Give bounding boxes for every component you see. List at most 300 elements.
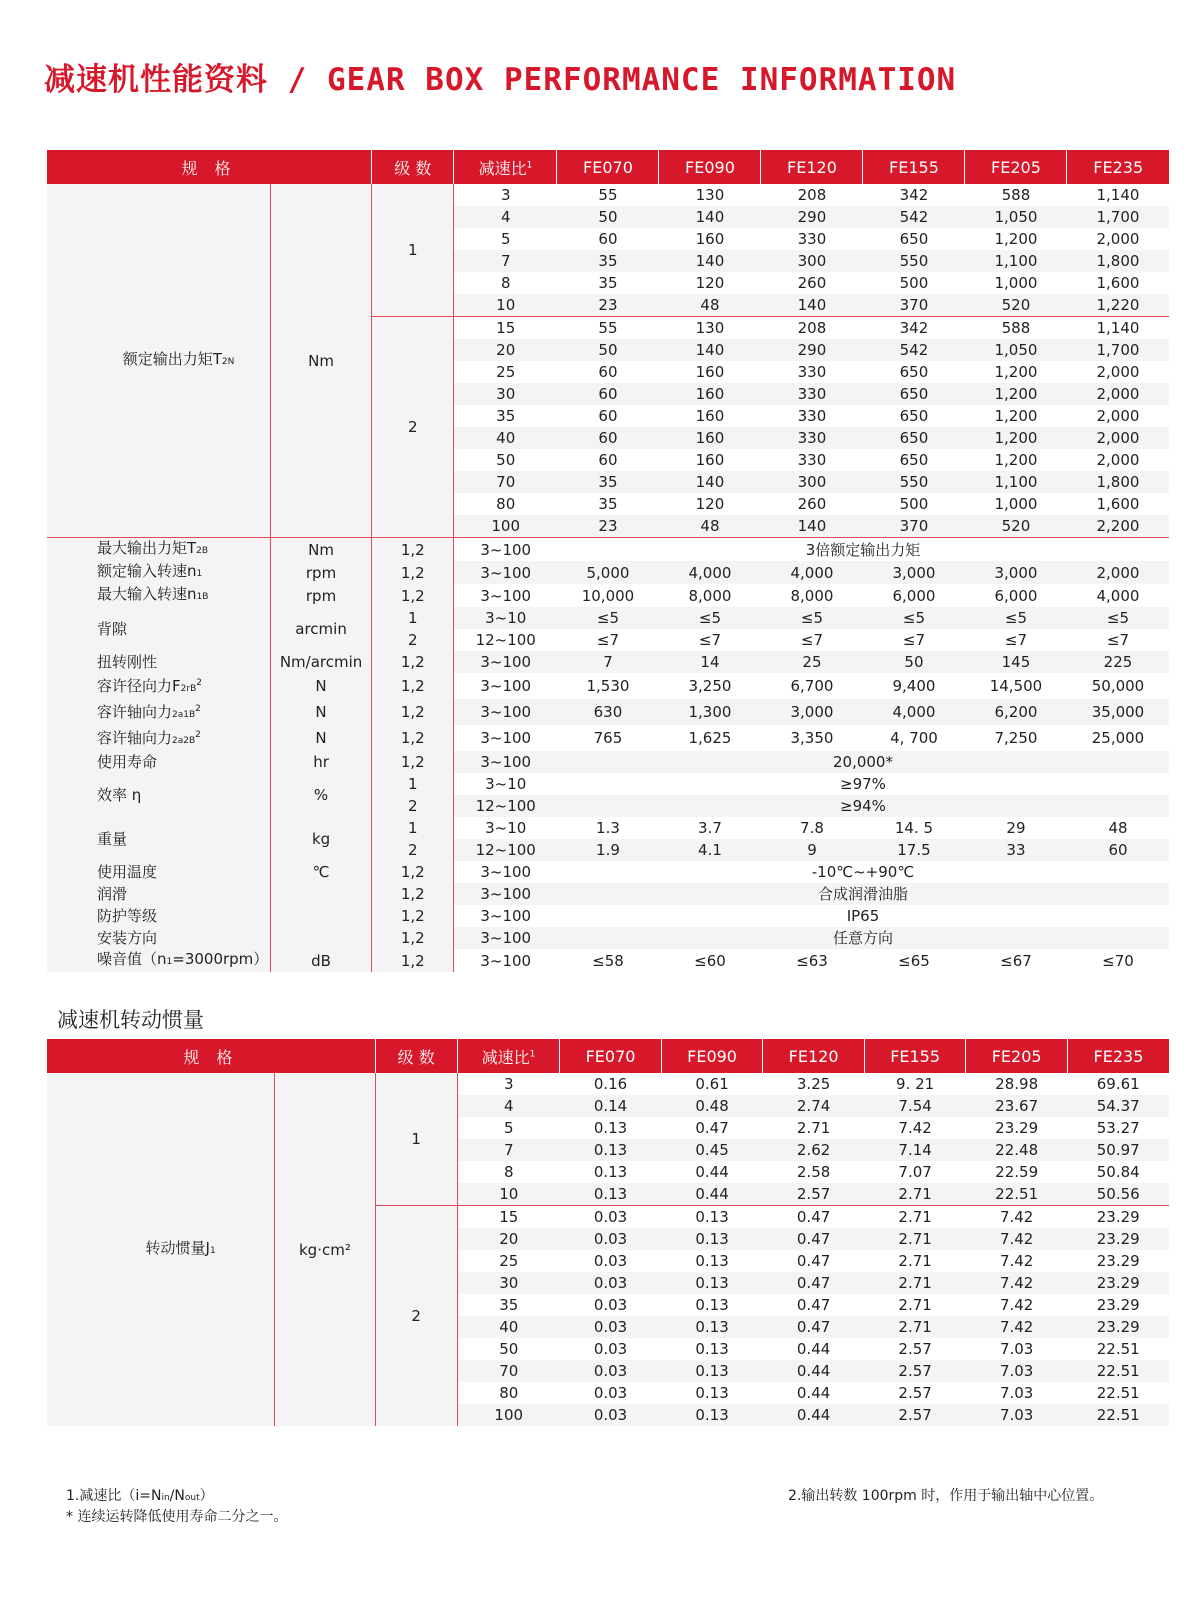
value-cell: 1,100 xyxy=(965,250,1067,272)
value-cell: 0.47 xyxy=(763,1316,865,1338)
value-cell: 120 xyxy=(695,495,725,513)
stage-cell: 1,2 xyxy=(372,584,454,607)
ratio-cell: 12~100 xyxy=(454,839,557,861)
value-cell: 7.03 xyxy=(999,1384,1034,1402)
value-cell: 0.13 xyxy=(695,1384,729,1402)
value-cell: 0.47 xyxy=(763,1272,865,1294)
value-cell: 1,000 xyxy=(994,274,1038,292)
value-cell: 23.29 xyxy=(1067,1272,1169,1294)
value-cell: ≤5 xyxy=(659,607,761,629)
spec-name xyxy=(47,725,271,751)
value-cell: 7.42 xyxy=(999,1252,1034,1270)
spec-name xyxy=(47,584,271,607)
value-cell: 370 xyxy=(863,515,965,538)
value-cell: 650 xyxy=(899,363,929,381)
value-cell: 0.48 xyxy=(661,1095,763,1117)
value-cell: 2,200 xyxy=(1067,515,1169,538)
stage-cell: 1,2 xyxy=(372,751,454,773)
ratio-cell: 20 xyxy=(454,339,557,361)
spec-unit: arcmin xyxy=(271,607,372,651)
table-row xyxy=(47,538,1169,562)
value-cell: 7.42 xyxy=(966,1316,1068,1338)
ratio-cell: 3~100 xyxy=(454,949,557,972)
spec-unit: Nm/arcmin xyxy=(271,651,372,673)
value-cell: 60 xyxy=(598,230,618,248)
span-value-cell: ≥94% xyxy=(557,795,1169,817)
table-row xyxy=(47,883,1169,905)
table-row xyxy=(47,561,1169,584)
value-cell: 35 xyxy=(598,274,618,292)
value-cell: 3,000 xyxy=(965,561,1067,584)
value-cell: 6,200 xyxy=(965,699,1067,725)
value-cell: 7.54 xyxy=(864,1095,966,1117)
header-model-fe205: FE205 xyxy=(966,1039,1068,1073)
value-cell: 1,700 xyxy=(1067,339,1169,361)
table-row xyxy=(47,817,1169,839)
value-cell: 7.03 xyxy=(999,1340,1034,1358)
value-cell: ≤5 xyxy=(761,607,863,629)
spec-unit: hr xyxy=(271,751,372,773)
table-row xyxy=(47,1073,1169,1095)
row-label: 背隙 xyxy=(97,620,128,638)
ratio-cell: 3~100 xyxy=(454,651,557,673)
ratio-cell: 4 xyxy=(457,1095,560,1117)
row-label: 最大输入转速n1B xyxy=(97,585,209,603)
value-cell: ≤7 xyxy=(1106,631,1130,649)
value-cell: 0.13 xyxy=(593,1119,628,1137)
value-cell: 23.29 xyxy=(1096,1252,1140,1270)
value-cell: 50.97 xyxy=(1067,1139,1169,1161)
spec-name xyxy=(47,538,271,562)
spec-name xyxy=(47,699,271,725)
value-cell: 140 xyxy=(659,339,761,361)
value-cell: 550 xyxy=(863,471,965,493)
header-stages: 级 数 xyxy=(372,150,454,184)
value-cell: 0.03 xyxy=(560,1206,662,1229)
value-cell: 17.5 xyxy=(863,839,965,861)
value-cell: 4.1 xyxy=(659,839,761,861)
value-cell: 3,250 xyxy=(688,677,732,695)
stage-cell: 1,2 xyxy=(372,905,454,927)
value-cell: 0.13 xyxy=(661,1316,763,1338)
value-cell: 53.27 xyxy=(1096,1119,1140,1137)
value-cell: 2,000 xyxy=(1096,407,1140,425)
row-label: 使用温度 xyxy=(97,863,158,881)
ratio-cell: 7 xyxy=(454,250,557,272)
value-cell: 60 xyxy=(598,451,618,469)
table-row xyxy=(47,905,1169,927)
value-cell: 60 xyxy=(557,427,659,449)
ratio-cell: 3~100 xyxy=(454,584,557,607)
span-value-cell: ≥97% xyxy=(840,775,886,793)
footnote-ratio: 1.减速比（i=Nin/Nout） xyxy=(66,1488,214,1504)
value-cell: 22.51 xyxy=(1096,1340,1140,1358)
spec-name xyxy=(47,861,271,883)
value-cell: 60 xyxy=(598,363,618,381)
value-cell: 7.42 xyxy=(966,1272,1068,1294)
ratio-cell: 3~100 xyxy=(454,905,557,927)
header-model-fe070: FE070 xyxy=(557,150,659,184)
value-cell: 342 xyxy=(899,186,929,204)
span-value-cell: 合成润滑油脂 xyxy=(557,883,1169,905)
value-cell: 1,700 xyxy=(1067,206,1169,228)
value-cell: 0.13 xyxy=(560,1139,662,1161)
value-cell: 550 xyxy=(863,250,965,272)
value-cell: 22.59 xyxy=(995,1163,1039,1181)
value-cell: 0.13 xyxy=(661,1206,763,1229)
value-cell: 1,200 xyxy=(994,407,1038,425)
header-model-fe120: FE120 xyxy=(763,1039,865,1073)
value-cell: 3.7 xyxy=(698,819,722,837)
value-cell: 50.56 xyxy=(1067,1183,1169,1206)
value-cell: 588 xyxy=(1001,186,1031,204)
value-cell: 35 xyxy=(598,495,618,513)
value-cell: 1,050 xyxy=(965,206,1067,228)
value-cell: 500 xyxy=(899,274,929,292)
value-cell: 342 xyxy=(863,317,965,340)
value-cell: ≤5 xyxy=(1067,607,1169,629)
value-cell: 7,250 xyxy=(994,729,1038,747)
value-cell: 290 xyxy=(761,339,863,361)
value-cell: 0.03 xyxy=(560,1404,662,1426)
ratio-cell: 10 xyxy=(457,1183,560,1206)
value-cell: 1,220 xyxy=(1067,294,1169,317)
spec-unit: rpm xyxy=(271,584,372,607)
value-cell: 22.51 xyxy=(1067,1404,1169,1426)
value-cell: 225 xyxy=(1067,651,1169,673)
table-row xyxy=(47,607,1169,629)
ratio-cell: 3 xyxy=(454,184,557,206)
value-cell: ≤7 xyxy=(698,631,722,649)
value-cell: 23.29 xyxy=(995,1119,1039,1137)
span-value-cell: 20,000* xyxy=(557,751,1169,773)
value-cell: 130 xyxy=(659,317,761,340)
spec-unit xyxy=(271,927,372,949)
value-cell: 160 xyxy=(659,383,761,405)
ratio-cell: 3~100 xyxy=(454,538,557,562)
value-cell: 7.42 xyxy=(999,1296,1034,1314)
value-cell: 1,530 xyxy=(586,677,630,695)
span-value-cell: 3倍额定输出力矩 xyxy=(557,538,1169,562)
value-cell: 7 xyxy=(557,651,659,673)
stage-cell: 1 xyxy=(372,607,454,629)
value-cell: 0.03 xyxy=(560,1360,662,1382)
value-cell: 160 xyxy=(695,363,725,381)
value-cell: 650 xyxy=(899,230,929,248)
header-model-fe070: FE070 xyxy=(560,1039,662,1073)
value-cell: 1,050 xyxy=(965,339,1067,361)
value-cell: 54.37 xyxy=(1067,1095,1169,1117)
header-model-fe155: FE155 xyxy=(863,150,965,184)
span-value-cell: IP65 xyxy=(846,907,880,925)
ratio-cell: 5 xyxy=(457,1117,560,1139)
value-cell: 0.44 xyxy=(796,1340,831,1358)
value-cell: 520 xyxy=(965,294,1067,317)
value-cell: 330 xyxy=(761,383,863,405)
spec-unit xyxy=(271,883,372,905)
value-cell: 48 xyxy=(659,515,761,538)
value-cell: 370 xyxy=(863,294,965,317)
value-cell: 7.42 xyxy=(898,1119,932,1137)
value-cell: 2,000 xyxy=(1096,230,1140,248)
ratio-cell: 50 xyxy=(454,449,557,471)
value-cell: 23 xyxy=(557,294,659,317)
inertia-section-title: 减速机转动惯量 xyxy=(57,1008,204,1032)
row-label: 最大输出力矩T2B xyxy=(97,539,209,557)
value-cell: 0.13 xyxy=(661,1228,763,1250)
ratio-cell: 5 xyxy=(454,228,557,250)
header-spec: 规 格 xyxy=(47,150,372,184)
spec-unit: ℃ xyxy=(271,861,372,883)
value-cell: 0.45 xyxy=(661,1139,763,1161)
value-cell: ≤65 xyxy=(898,951,930,970)
stage-cell: 1,2 xyxy=(372,561,454,584)
value-cell: 2.57 xyxy=(864,1404,966,1426)
ratio-cell: 3~100 xyxy=(454,673,557,699)
value-cell: 1,600 xyxy=(1096,274,1140,292)
ratio-cell: 30 xyxy=(454,383,557,405)
value-cell: 542 xyxy=(863,339,965,361)
value-cell: 6,000 xyxy=(994,586,1038,605)
page-title: 减速机性能资料 / GEAR BOX PERFORMANCE INFORMATION xyxy=(44,62,957,98)
value-cell: 1,200 xyxy=(965,427,1067,449)
value-cell: 9 xyxy=(761,839,863,861)
value-cell: 0.13 xyxy=(661,1360,763,1382)
value-cell: 140 xyxy=(659,206,761,228)
value-cell: 0.13 xyxy=(661,1272,763,1294)
spec-name xyxy=(47,905,271,927)
value-cell: 2.62 xyxy=(763,1139,865,1161)
ratio-cell: 4 xyxy=(454,206,557,228)
spec-name xyxy=(47,817,271,861)
header-model-fe205: FE205 xyxy=(965,150,1067,184)
value-cell: 14. 5 xyxy=(894,819,934,837)
value-cell: 1,200 xyxy=(965,383,1067,405)
ratio-cell: 40 xyxy=(454,427,557,449)
row-label: 容许径向力$F2rB^2$ xyxy=(97,677,202,695)
table-row xyxy=(47,584,1169,607)
ratio-cell: 100 xyxy=(454,515,557,538)
value-cell: 1,140 xyxy=(1067,317,1169,340)
spec-name xyxy=(47,651,271,673)
value-cell: 330 xyxy=(797,230,827,248)
footnotes-left xyxy=(66,1487,287,1527)
row-label: 使用寿命 xyxy=(97,753,158,771)
value-cell: 50 xyxy=(557,206,659,228)
value-cell: ≤7 xyxy=(596,631,620,649)
value-cell: ≤70 xyxy=(1102,951,1134,970)
inertia-table xyxy=(47,1039,1169,1426)
value-cell: 5,000 xyxy=(557,561,659,584)
stage-cell: 1,2 xyxy=(372,651,454,673)
value-cell: 0.44 xyxy=(796,1384,831,1402)
value-cell: 2.74 xyxy=(763,1095,865,1117)
value-cell: 650 xyxy=(863,383,965,405)
value-cell: 6,700 xyxy=(790,677,834,695)
stage-cell: 2 xyxy=(375,1206,457,1427)
ratio-cell: 15 xyxy=(457,1206,560,1229)
value-cell: 1,200 xyxy=(994,451,1038,469)
value-cell: 23.29 xyxy=(1067,1316,1169,1338)
spec-name xyxy=(47,607,271,651)
value-cell: 140 xyxy=(761,515,863,538)
ratio-cell: 80 xyxy=(454,493,557,515)
spec-unit: kg xyxy=(271,817,372,861)
value-cell: 2,000 xyxy=(1067,427,1169,449)
value-cell: 23.29 xyxy=(1067,1228,1169,1250)
value-cell: 29 xyxy=(1006,819,1026,837)
value-cell: 330 xyxy=(761,427,863,449)
header-ratio: 减速比$^1$ xyxy=(454,150,557,184)
ratio-cell: 80 xyxy=(457,1382,560,1404)
ratio-cell: 3~100 xyxy=(454,883,557,905)
value-cell: 4,000 xyxy=(1096,586,1140,605)
value-cell: 160 xyxy=(659,427,761,449)
value-cell: 22.51 xyxy=(1096,1384,1140,1402)
header-spec: 规 格 xyxy=(47,1039,375,1073)
value-cell: 0.13 xyxy=(593,1163,628,1181)
spec-name xyxy=(47,751,271,773)
value-cell: 50.84 xyxy=(1096,1163,1140,1181)
value-cell: 130 xyxy=(695,186,725,204)
value-cell: 0.47 xyxy=(763,1206,865,1229)
spec-unit: kg·cm² xyxy=(275,1073,376,1426)
stage-cell: 1,2 xyxy=(372,883,454,905)
span-value-cell: 任意方向 xyxy=(557,927,1169,949)
value-cell: ≤5 xyxy=(557,607,659,629)
ratio-cell: 25 xyxy=(454,361,557,383)
value-cell: 2.57 xyxy=(898,1384,932,1402)
value-cell: ≤5 xyxy=(863,607,965,629)
stage-cell: 2 xyxy=(372,629,454,651)
value-cell: 0.44 xyxy=(763,1360,865,1382)
value-cell: 8,000 xyxy=(790,586,834,605)
value-cell: 22.51 xyxy=(966,1183,1068,1206)
header-model-fe155: FE155 xyxy=(864,1039,966,1073)
ratio-cell: 3 xyxy=(457,1073,560,1095)
spec-unit: dB xyxy=(271,949,372,972)
value-cell: 50 xyxy=(863,651,965,673)
value-cell: 23 xyxy=(557,515,659,538)
spec-name xyxy=(47,1073,275,1426)
ratio-cell: 40 xyxy=(457,1316,560,1338)
value-cell: 1,100 xyxy=(965,471,1067,493)
value-cell: 0.03 xyxy=(560,1316,662,1338)
spec-unit: N xyxy=(271,699,372,725)
value-cell: 1,000 xyxy=(994,495,1038,513)
value-cell: 0.03 xyxy=(593,1340,628,1358)
ratio-cell: 100 xyxy=(457,1404,560,1426)
ratio-cell: 3~10 xyxy=(454,773,557,795)
value-cell: 1,140 xyxy=(1096,186,1140,204)
ratio-cell: 3~100 xyxy=(454,561,557,584)
value-cell: 2,000 xyxy=(1067,561,1169,584)
value-cell: 4,000 xyxy=(863,699,965,725)
header-model-fe120: FE120 xyxy=(761,150,863,184)
ratio-cell: 15 xyxy=(454,317,557,340)
value-cell: 330 xyxy=(797,407,827,425)
ratio-cell: 25 xyxy=(457,1250,560,1272)
value-cell: 2.71 xyxy=(864,1316,966,1338)
value-cell: 35 xyxy=(557,250,659,272)
value-cell: 50 xyxy=(557,339,659,361)
value-cell: 0.47 xyxy=(763,1228,865,1250)
value-cell: 1.9 xyxy=(557,839,659,861)
value-cell: 208 xyxy=(797,186,827,204)
value-cell: 650 xyxy=(863,427,965,449)
stage-cell: 1 xyxy=(372,184,454,317)
value-cell: 35 xyxy=(557,471,659,493)
spec-name xyxy=(47,927,271,949)
ratio-cell: 3~10 xyxy=(454,607,557,629)
value-cell: 1,600 xyxy=(1096,495,1140,513)
value-cell: 0.13 xyxy=(695,1252,729,1270)
value-cell: 2.71 xyxy=(898,1296,932,1314)
header-model-fe235: FE235 xyxy=(1067,1039,1169,1073)
value-cell: 69.61 xyxy=(1096,1075,1140,1093)
ratio-cell: 12~100 xyxy=(454,629,557,651)
footnote-life: * 连续运转降低使用寿命二分之一。 xyxy=(66,1509,288,1525)
table-row xyxy=(47,927,1169,949)
value-cell: 260 xyxy=(797,274,827,292)
value-cell: 25,000 xyxy=(1091,729,1145,747)
ratio-cell: 7 xyxy=(457,1139,560,1161)
value-cell: 7.42 xyxy=(966,1228,1068,1250)
table-row xyxy=(47,673,1169,699)
value-cell: 0.44 xyxy=(661,1183,763,1206)
table-row xyxy=(47,949,1169,972)
row-label: 重量 xyxy=(97,830,128,848)
table-row xyxy=(47,184,1169,206)
value-cell: ≤58 xyxy=(592,951,624,970)
spec-unit: rpm xyxy=(271,561,372,584)
ratio-cell: 30 xyxy=(457,1272,560,1294)
value-cell: 2.58 xyxy=(796,1163,831,1181)
stage-cell: 1,2 xyxy=(372,949,454,972)
value-cell: 140 xyxy=(761,294,863,317)
row-label: 防护等级 xyxy=(97,907,158,925)
stage-cell: 1,2 xyxy=(372,699,454,725)
value-cell: 4,000 xyxy=(659,561,761,584)
value-cell: 10,000 xyxy=(581,586,635,605)
value-cell: 0.03 xyxy=(560,1228,662,1250)
value-cell: 0.47 xyxy=(796,1296,831,1314)
ratio-cell: 10 xyxy=(454,294,557,317)
value-cell: 7.03 xyxy=(966,1404,1068,1426)
value-cell: 0.13 xyxy=(695,1296,729,1314)
table-row xyxy=(47,699,1169,725)
value-cell: 290 xyxy=(761,206,863,228)
table-row xyxy=(47,651,1169,673)
row-label: 容许轴向力$2a2B^2$ xyxy=(97,729,201,747)
spec-name xyxy=(47,561,271,584)
value-cell: 50,000 xyxy=(1091,677,1145,695)
value-cell: 2.71 xyxy=(796,1119,831,1137)
spec-name xyxy=(47,773,271,817)
header-stages: 级 数 xyxy=(375,1039,457,1073)
ratio-cell: 3~10 xyxy=(454,817,557,839)
value-cell: 22.48 xyxy=(966,1139,1068,1161)
value-cell: 7.03 xyxy=(966,1360,1068,1382)
value-cell: 55 xyxy=(598,186,618,204)
ratio-cell: 3~100 xyxy=(454,699,557,725)
spec-name xyxy=(47,949,271,972)
value-cell: 120 xyxy=(695,274,725,292)
value-cell: 0.14 xyxy=(560,1095,662,1117)
header-model-fe090: FE090 xyxy=(659,150,761,184)
ratio-cell: 8 xyxy=(454,272,557,294)
stage-cell: 1 xyxy=(375,1073,457,1206)
